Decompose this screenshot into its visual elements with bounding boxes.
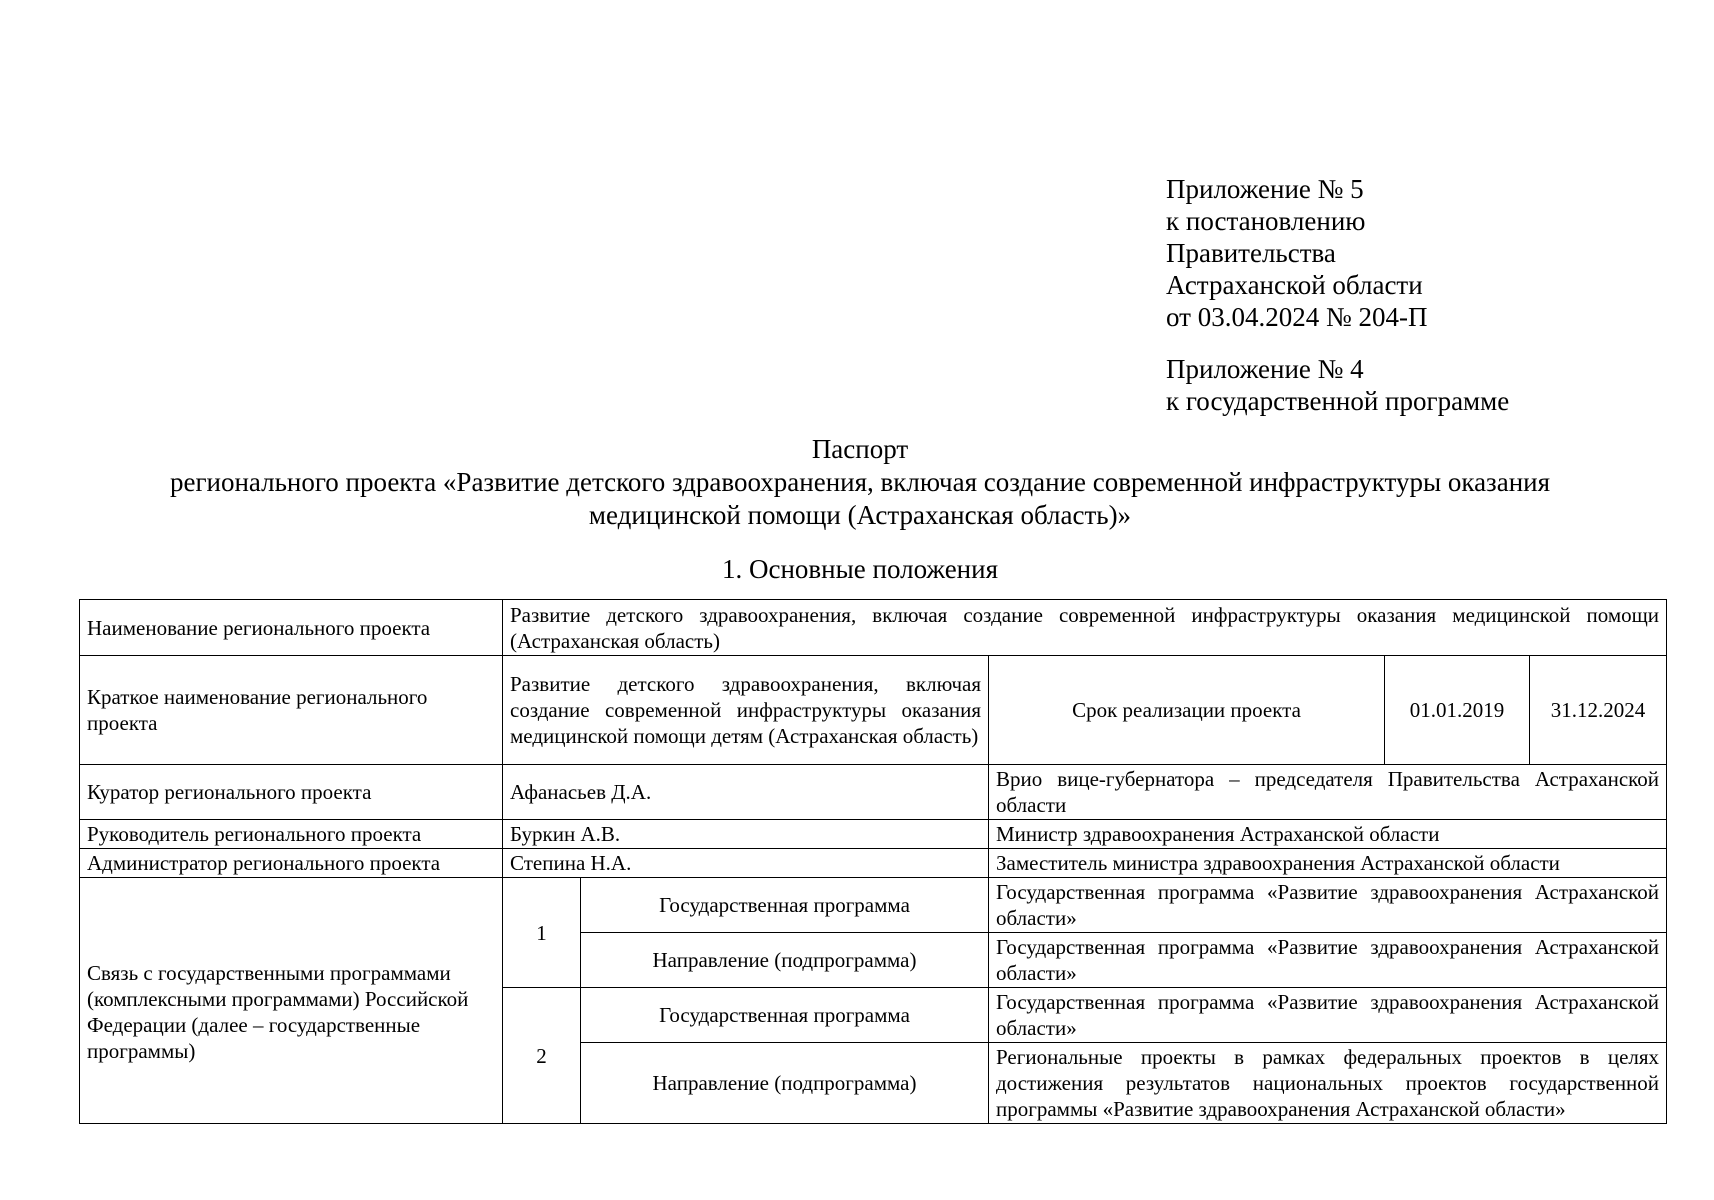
short-name-label: Краткое наименование регионального проекта	[80, 656, 503, 765]
head-name: Буркин А.В.	[503, 820, 989, 849]
table-row	[80, 849, 1667, 878]
administrator-label: Администратор регионального проекта	[80, 849, 503, 878]
annex-5-line: к постановлению	[1166, 206, 1366, 236]
annex-4-line: к государственной программе	[1166, 386, 1510, 416]
table-row	[80, 600, 1667, 656]
annex-5-line: Правительства	[1166, 238, 1336, 268]
curator-position: Врио вице-губернатора – председателя Правительства Астраханской области	[989, 765, 1667, 820]
administrator-name: Степина Н.А.	[503, 849, 989, 878]
table-row	[80, 765, 1667, 820]
end-date: 31.12.2024	[1530, 656, 1667, 765]
project-name-label: Наименование регионального проекта	[80, 600, 503, 656]
program-direction-value: Государственная программа «Развитие здравоохранения Астраханской области»	[989, 933, 1667, 988]
program-group-number: 2	[503, 988, 581, 1124]
administrator-position: Заместитель министра здравоохранения Астраханской области	[989, 849, 1667, 878]
annex-4-line: Приложение № 4	[1166, 354, 1364, 384]
program-direction-value: Региональные проекты в рамках федеральных проектов в целях достижения результатов национальных проектов государственной программы «Развитие здравоохранения Астраханской области»	[989, 1043, 1667, 1124]
program-value: Государственная программа «Развитие здравоохранения Астраханской области»	[989, 878, 1667, 933]
period-label: Срок реализации проекта	[989, 656, 1385, 765]
program-type: Государственная программа	[581, 878, 989, 933]
head-position: Министр здравоохранения Астраханской области	[989, 820, 1667, 849]
program-group-number: 1	[503, 878, 581, 988]
program-type: Государственная программа	[581, 988, 989, 1043]
table-row	[80, 878, 1667, 933]
program-value: Государственная программа «Развитие здравоохранения Астраханской области»	[989, 988, 1667, 1043]
title-line-project-cont: медицинской помощи (Астраханская область)»	[588, 500, 1132, 530]
title-line-passport: Паспорт	[811, 434, 909, 464]
curator-name: Афанасьев Д.А.	[503, 765, 989, 820]
annex-5-block	[1166, 173, 1427, 333]
program-direction-type: Направление (подпрограмма)	[581, 1043, 989, 1124]
table-row	[80, 820, 1667, 849]
curator-label: Куратор регионального проекта	[80, 765, 503, 820]
main-provisions-table	[79, 599, 1667, 1124]
annex-5-line: Астраханской области	[1166, 270, 1423, 300]
title-line-project: регионального проекта «Развитие детского здравоохранения, включая создание современной инфраструктуры оказания	[169, 467, 1551, 497]
annex-5-line: от 03.04.2024 № 204-П	[1166, 302, 1428, 332]
annex-4-block	[1166, 353, 1509, 417]
section-heading: 1. Основные положения	[722, 554, 998, 584]
project-name-value: Развитие детского здравоохранения, включая создание современной инфраструктуры оказания медицинской помощи (Астраханская область)	[503, 600, 1667, 656]
start-date: 01.01.2019	[1385, 656, 1530, 765]
annex-5-line: Приложение № 5	[1166, 174, 1364, 204]
head-label: Руководитель регионального проекта	[80, 820, 503, 849]
programs-label: Связь с государственными программами (комплексными программами) Российской Федерации (далее – государственные программы)	[80, 878, 503, 1124]
program-direction-type: Направление (подпрограмма)	[581, 933, 989, 988]
short-name-value: Развитие детского здравоохранения, включая создание современной инфраструктуры оказания медицинской помощи детям (Астраханская область)	[503, 656, 989, 765]
table-row	[80, 656, 1667, 765]
document-title	[100, 433, 1620, 532]
